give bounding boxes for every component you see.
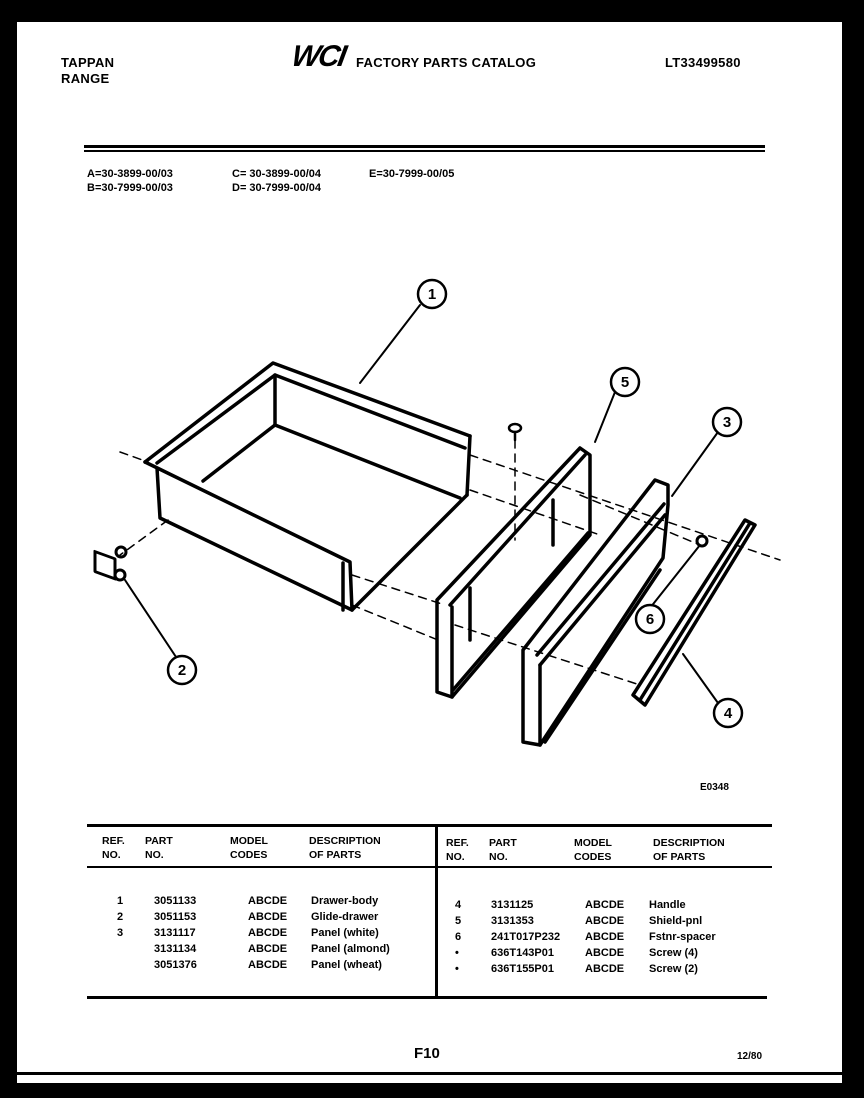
model-codes: ABCDE	[585, 915, 625, 927]
table-header-rule	[87, 866, 772, 868]
figure-code: E0348	[700, 782, 729, 793]
model-codes: ABCDE	[585, 947, 625, 959]
model-code-c: C= 30-3899-00/04	[232, 168, 321, 180]
model-codes: ABCDE	[248, 911, 288, 923]
header-ref-no-right: REF. NO.	[446, 837, 469, 863]
part-no: 3051153	[154, 911, 197, 923]
description: Screw (2)	[649, 963, 698, 975]
ref-no: 3	[117, 927, 124, 939]
header-model-codes-right: MODEL CODES	[574, 837, 612, 863]
model-code-e: E=30-7999-00/05	[369, 168, 455, 180]
ref-no: 1	[117, 895, 124, 907]
part-no: 3131125	[491, 899, 534, 911]
header-description-right: DESCRIPTION OF PARTS	[653, 837, 725, 863]
callout-2: 2	[177, 662, 187, 679]
model-codes: ABCDE	[248, 959, 288, 971]
brand-name: TAPPAN	[61, 55, 115, 70]
ref-no: 2	[117, 911, 124, 923]
part-no: 3131117	[154, 927, 196, 939]
header-part-no: PART NO.	[145, 835, 173, 861]
part-no: 3131134	[154, 943, 197, 955]
part-no: 3051133	[154, 895, 197, 907]
table-divider	[435, 826, 438, 996]
model-codes: ABCDE	[585, 963, 625, 975]
header-ref-no: REF. NO.	[102, 835, 125, 861]
model-codes: ABCDE	[248, 895, 288, 907]
description: Handle	[649, 899, 686, 911]
ref-no: 6	[455, 931, 462, 943]
callout-4: 4	[723, 705, 733, 722]
callout-6: 6	[645, 611, 655, 628]
print-date: 12/80	[737, 1051, 763, 1062]
footer-rule	[17, 1072, 842, 1075]
description: Glide-drawer	[311, 911, 379, 923]
description: Drawer-body	[311, 895, 379, 907]
model-codes: ABCDE	[585, 899, 625, 911]
part-no: 636T155P01	[491, 963, 554, 975]
part-no: 3051376	[154, 959, 197, 971]
product-type: RANGE	[61, 71, 110, 86]
catalog-title: FACTORY PARTS CATALOG	[356, 55, 537, 70]
model-code-b: B=30-7999-00/03	[87, 182, 173, 194]
description: Panel (white)	[311, 927, 379, 939]
header-part-no-right: PART NO.	[489, 837, 517, 863]
part-no: 241T017P232	[491, 931, 561, 943]
catalog-number: LT33499580	[665, 55, 741, 70]
description: Panel (wheat)	[311, 959, 382, 971]
model-codes: ABCDE	[248, 927, 288, 939]
drawer-body-part	[145, 363, 470, 610]
callout-1: 1	[427, 286, 437, 303]
description: Screw (4)	[649, 947, 698, 959]
ref-no: •	[455, 963, 459, 975]
page-number: F10	[414, 1045, 440, 1062]
part-no: 3131353	[491, 915, 534, 927]
description: Panel (almond)	[311, 943, 390, 955]
header-description: DESCRIPTION OF PARTS	[309, 835, 381, 861]
callout-5: 5	[620, 374, 630, 391]
wci-logo: WCI	[289, 40, 348, 73]
model-code-a: A=30-3899-00/03	[87, 168, 173, 180]
part-no: 636T143P01	[491, 947, 554, 959]
ref-no: •	[455, 947, 459, 959]
model-codes: ABCDE	[248, 943, 288, 955]
header-model-codes: MODEL CODES	[230, 835, 268, 861]
ref-no: 4	[455, 899, 462, 911]
callout-3: 3	[722, 414, 732, 431]
description: Fstnr-spacer	[649, 931, 716, 943]
ref-no: 5	[455, 915, 462, 927]
model-codes: ABCDE	[585, 931, 625, 943]
table-rule-top	[87, 824, 772, 827]
model-code-d: D= 30-7999-00/04	[232, 182, 321, 194]
table-rule-bottom	[87, 996, 767, 999]
description: Shield-pnl	[649, 915, 703, 927]
